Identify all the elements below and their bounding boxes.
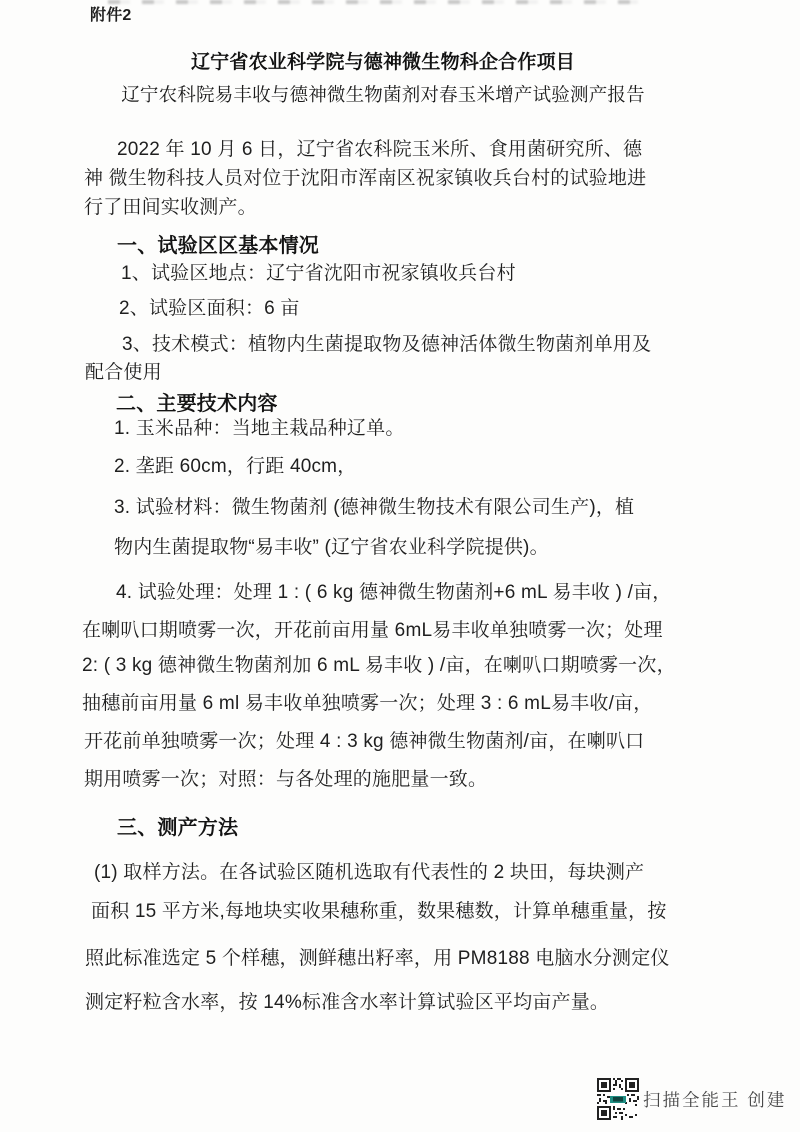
body-line: 配合使用	[85, 362, 162, 383]
body-line: 物内生菌提取物“易丰收” (辽宁省农业科学院提供)。	[114, 537, 549, 558]
body-line: 测定籽粒含水率，按 14%标准含水率计算试验区平均亩产量。	[85, 992, 610, 1013]
section-heading: 一、试验区区基本情况	[117, 235, 319, 257]
intro-line: 行了田间实收测产。	[84, 197, 257, 218]
section-heading: 三、测产方法	[117, 817, 239, 839]
body-line: 开花前单独喷雾一次；处理 4 : 3 kg 德神微生物菌剂/亩，在喇叭口	[84, 731, 645, 752]
qr-code-icon	[597, 1078, 639, 1120]
body-line: 3、技术模式：植物内生菌提取物及德神活体微生物菌剂单用及	[122, 334, 652, 355]
attachment-label: 附件2	[90, 7, 132, 24]
scanner-credit-text: 扫描全能王 创建	[643, 1090, 787, 1110]
body-line: 1、试验区地点：辽宁省沈阳市祝家镇收兵台村	[121, 263, 516, 284]
body-line: (1) 取样方法。在各试验区随机选取有代表性的 2 块田，每块测产	[94, 862, 645, 883]
body-line: 期用喷雾一次；对照：与各处理的施肥量一致。	[84, 769, 488, 790]
body-line: 照此标准选定 5 个样穗，测鲜穗出籽率，用 PM8188 电脑水分测定仪	[85, 948, 670, 969]
body-line: 2: ( 3 kg 德神微生物菌剂加 6 mL 易丰收 ) /亩，在喇叭口期喷雾一次，	[82, 655, 676, 676]
document-subtitle: 辽宁农科院易丰收与德神微生物菌剂对春玉米增产试验测产报告	[121, 84, 645, 105]
intro-line: 神 微生物科技人员对位于沈阳市浑南区祝家镇收兵台村的试验地进	[84, 168, 647, 189]
body-line: 面积 15 平方米,每地块实收果穗称重，数果穗数，计算单穗重量，按	[91, 901, 667, 922]
intro-line: 2022 年 10 月 6 日，辽宁省农科院玉米所、食用菌研究所、德	[117, 139, 643, 160]
scan-artifact	[108, 0, 638, 4]
body-line: 3. 试验材料：微生物菌剂 (德神微生物技术有限公司生产)，植	[114, 497, 635, 518]
body-line: 1. 玉米品种：当地主栽品种辽单。	[114, 418, 405, 439]
body-line: 2、试验区面积：6 亩	[119, 298, 300, 319]
body-line: 抽穗前亩用量 6 ml 易丰收单独喷雾一次；处理 3 : 6 mL易丰收/亩，	[82, 693, 653, 714]
document-title: 辽宁省农业科学院与德神微生物科企合作项目	[190, 52, 575, 73]
section-heading: 二、主要技术内容	[116, 393, 278, 415]
body-line: 4. 试验处理：处理 1 : ( 6 kg 德神微生物菌剂+6 mL 易丰收 ) /亩，	[116, 582, 672, 603]
body-line: 2. 垄距 60cm，行距 40cm，	[114, 456, 357, 477]
body-line: 在喇叭口期喷雾一次，开花前亩用量 6mL易丰收单独喷雾一次；处理	[82, 620, 663, 641]
